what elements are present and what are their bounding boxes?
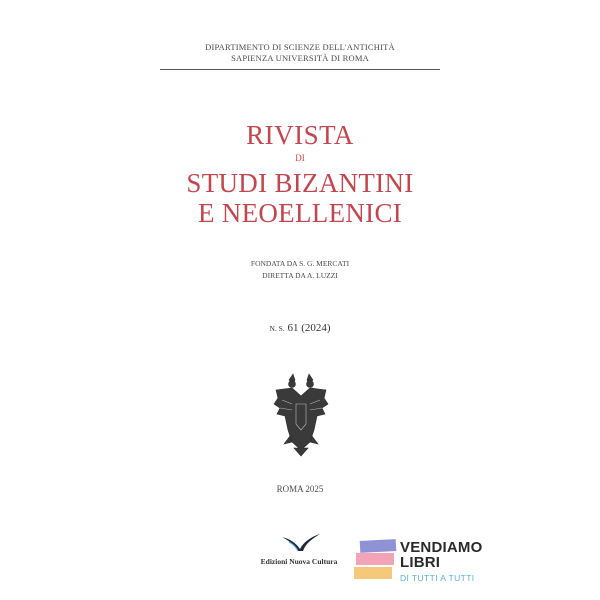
double-headed-eagle-icon: [270, 370, 332, 458]
editorial-credits: [160, 258, 440, 282]
issue-series: N. S.: [269, 324, 285, 333]
header-rule: [160, 69, 440, 70]
journal-title: [160, 120, 440, 228]
stacked-books-icon: [352, 538, 398, 582]
badge-line-2: LIBRI: [400, 554, 441, 571]
vendiamo-libri-badge: [352, 536, 492, 586]
title-line-1: RIVISTA: [246, 120, 354, 150]
issue-value: 61 (2024): [287, 322, 331, 334]
city-year: ROMA 2025: [276, 484, 324, 494]
publisher-name: Edizioni Nuova Cultura: [260, 557, 338, 566]
book-cover: [160, 26, 440, 586]
directed-by: DIRETTA DA A. LUZZI: [262, 271, 338, 280]
badge-text: [400, 540, 482, 584]
issue-number: [160, 322, 440, 334]
bird-logo-icon: [276, 531, 322, 553]
founded-by: FONDATA DA S. G. MERCATI: [250, 259, 350, 268]
badge-tagline: DI TUTTI A TUTTI: [400, 573, 475, 583]
department-line-2: SAPIENZA UNIVERSITÀ DI ROMA: [231, 53, 369, 63]
title-line-3: E NEOELLENICI: [197, 198, 403, 228]
badge-line-1: VENDIAMO: [400, 539, 483, 556]
title-di: DI: [295, 153, 305, 163]
department-line-1: DIPARTIMENTO DI SCIENZE DELL'ANTICHITÀ: [205, 42, 395, 52]
department-header: [160, 42, 440, 64]
title-line-2: STUDI BIZANTINI: [186, 168, 414, 198]
publisher: [254, 531, 344, 577]
